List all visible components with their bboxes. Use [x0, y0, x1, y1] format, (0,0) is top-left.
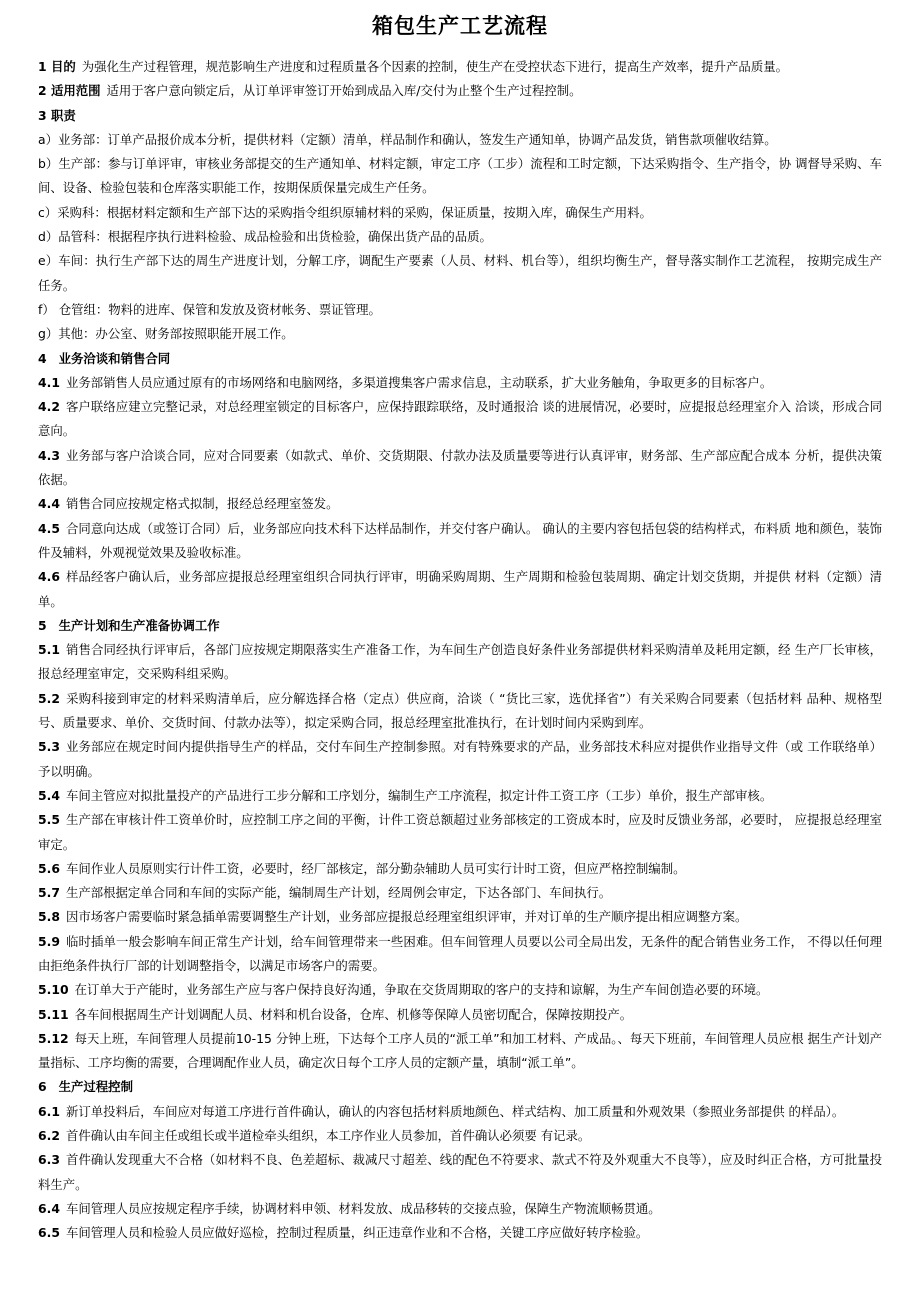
- clause: 6.2 首件确认由车间主任或组长或半道检牵头组织，本工序作业人员参加，首件确认必须要 有记录。: [38, 1128, 591, 1144]
- clause: 4.3 业务部与客户洽谈合同，应对合同要素（如款式、单价、交货期限、付款办法及质量要等进行认真评审，财务部、生产部应配合成本 分析，提供决策依据。: [38, 447, 882, 488]
- clause: 4.5 合同意向达成（或签订合同）后，业务部应向技术科下达样品制作，并交付客户确认。 确认的主要内容包括包袋的结构样式，布料质 地和颜色，装饰件及辅料，外观视觉效果及验收标准。: [38, 520, 882, 560]
- purpose-paragraph: [38, 55, 882, 79]
- clause: 4.4 销售合同应按规定格式拟制，报经总经理室签发。: [38, 496, 339, 512]
- clause: 5.3 业务部应在规定时间内提供指导生产的样品，交付车间生产控制参照。对有特殊要求的产品，业务部技术科应对提供作业指导文件（或 工作联络单）予以明确。: [38, 739, 882, 779]
- clause: 5.2 采购科接到审定的材料采购清单后，应分解选择合格（定点）供应商，洽谈（ “货比三家，选优择省”）有关采购合同要素（包括材料 品种、规格型号、质量要求、单价、交货时间、付款办法等），拟定采购合同，报总经理室批准执行，在计划时间内采购到库。: [38, 690, 882, 731]
- clause: 6.5 车间管理人员和检验人员应做好巡检，控制过程质量，纠正违章作业和不合格，关键工序应做好转序检验。: [38, 1225, 649, 1241]
- clause: 4.2 客户联络应建立完整记录，对总经理室锁定的目标客户，应保持跟踪联络，及时通报洽 谈的进展情况，必要时，应提报总经理室介入 洽谈，形成合同意向。: [38, 399, 882, 439]
- clause: 5.12 每天上班，车间管理人员提前10-15 分钟上班，下达每个工序人员的“派工单”和加工材料、产成品。、每天下班前，车间管理人员应根 据生产计划产量指标、工序均衡的需要，合理调配作业人员，确定次日每个工序人员的定额产量，填制“派工单”。: [38, 1030, 882, 1071]
- duty-item: f） 仓管组：物料的进库、保管和发放及资材帐务、票证管理。: [38, 301, 381, 317]
- clause: 5.11 各车间根据周生产计划调配人员、材料和机台设备，仓库、机修等保障人员密切配合，保障按期投产。: [38, 1006, 633, 1022]
- document-title: 箱包生产工艺流程: [372, 14, 548, 38]
- clause: 5.9 临时插单一般会影响车间正常生产计划，给车间管理带来一些困难。但车间管理人员要以公司全局出发，无条件的配合销售业务工作， 不得以任何理由拒绝条件执行厂部的计划调整指令，以满足市场客户的需要。: [38, 933, 882, 973]
- clause: 5.7 生产部根据定单合同和车间的实际产能，编制周生产计划，经周例会审定，下达各部门、车间执行。: [38, 885, 612, 901]
- clause: 5.8 因市场客户需要临时紧急插单需要调整生产计划，业务部应提报总经理室组织评审，并对订单的生产顺序提出相应调整方案。: [38, 909, 748, 925]
- clause: 5.10 在订单大于产能时，业务部生产应与客户保持良好沟通，争取在交货周期取的客户的支持和谅解，为生产车间创造必要的环境。: [38, 982, 769, 998]
- clause: 5.5 生产部在审核计件工资单价时，应控制工序之间的平衡，计件工资总额超过业务部核定的工资成本时，应及时反馈业务部，必要时， 应提报总经理室审定。: [38, 812, 882, 852]
- duty-item: a）业务部：订单产品报价成本分析，提供材料（定额）清单，样品制作和确认，签发生产通知单，协调产品发货，销售款项催收结算。: [38, 131, 777, 147]
- purpose-text: 为强化生产过程管理，规范影响生产进度和过程质量各个因素的控制，使生产在受控状态下进行，提高生产效率，提升产品质量。: [81, 59, 788, 74]
- clause: 5.1 销售合同经执行评审后，各部门应按规定期限落实生产准备工作，为车间生产创造良好条件业务部提供材料采购清单及耗用定额，经 生产厂长审核，报总经理室审定，交采购科组采购。: [38, 642, 882, 682]
- duties-heading: 3 职责: [38, 107, 76, 123]
- duty-item: d）品管科：根据程序执行进料检验、成品检验和出货检验，确保出货产品的品质。: [38, 229, 492, 245]
- clause: 6.3 首件确认发现重大不合格（如材料不良、色差超标、裁减尺寸超差、线的配色不符要求、款式不符及外观重大不良等），应及时纠正合格，方可批量投料生产。: [38, 1152, 882, 1192]
- section-heading: 4 业务洽谈和销售合同: [38, 350, 171, 366]
- clause: 5.6 车间作业人员原则实行计件工资，必要时，经厂部核定，部分勤杂辅助人员可实行计时工资，但应严格控制编制。: [38, 860, 686, 876]
- scope-text: 适用于客户意向锁定后，从订单评审签订开始到成品入库/交付为止整个生产过程控制。: [106, 83, 582, 99]
- duty-item: b）生产部：参与订单评审，审核业务部提交的生产通知单、材料定额，审定工序（工步）流程和工时定额，下达采购指令、生产指令，协 调督导采购、车间、设备、检验包装和仓库落实职能工作，按期保质保量完成生产任务。: [38, 156, 882, 196]
- scope-label: 2 适用范围: [38, 83, 101, 99]
- duty-item: e）车间：执行生产部下达的周生产进度计划，分解工序，调配生产要素（人员、材料、机台等），组织均衡生产，督导落实制作工艺流程， 按期完成生产任务。: [38, 253, 882, 293]
- duty-item: c）采购科：根据材料定额和生产部下达的采购指令组织原辅材料的采购，保证质量，按期入库，确保生产用料。: [38, 204, 652, 220]
- clause: 4.1 业务部销售人员应通过原有的市场网络和电脑网络，多渠道搜集客户需求信息，主动联系，扩大业务触角，争取更多的目标客户。: [38, 374, 773, 390]
- duty-item: g）其他：办公室、财务部按照职能开展工作。: [38, 326, 294, 342]
- clause: 6.1 新订单投料后，车间应对每道工序进行首件确认，确认的内容包括材料质地颜色、样式结构、加工质量和外观效果（参照业务部提供 的样品）。: [38, 1103, 845, 1119]
- section-heading: 6 生产过程控制: [38, 1079, 133, 1095]
- purpose-label: 1 目的: [38, 59, 76, 74]
- clause: 6.4 车间管理人员应按规定程序手续，协调材料申领、材料发放、成品移转的交接点验，保障生产物流顺畅贯通。: [38, 1200, 661, 1216]
- section-heading: 5 生产计划和生产准备协调工作: [38, 617, 220, 633]
- clause: 5.4 车间主管应对拟批量投产的产品进行工步分解和工序划分，编制生产工序流程，拟定计件工资工序（工步）单价，报生产部审核。: [38, 787, 773, 803]
- clause: 4.6 样品经客户确认后，业务部应提报总经理室组织合同执行评审，明确采购周期、生产周期和检验包装周期、确定计划交货期，并提供 材料（定额）清单。: [38, 569, 882, 609]
- scope-paragraph: [38, 79, 882, 103]
